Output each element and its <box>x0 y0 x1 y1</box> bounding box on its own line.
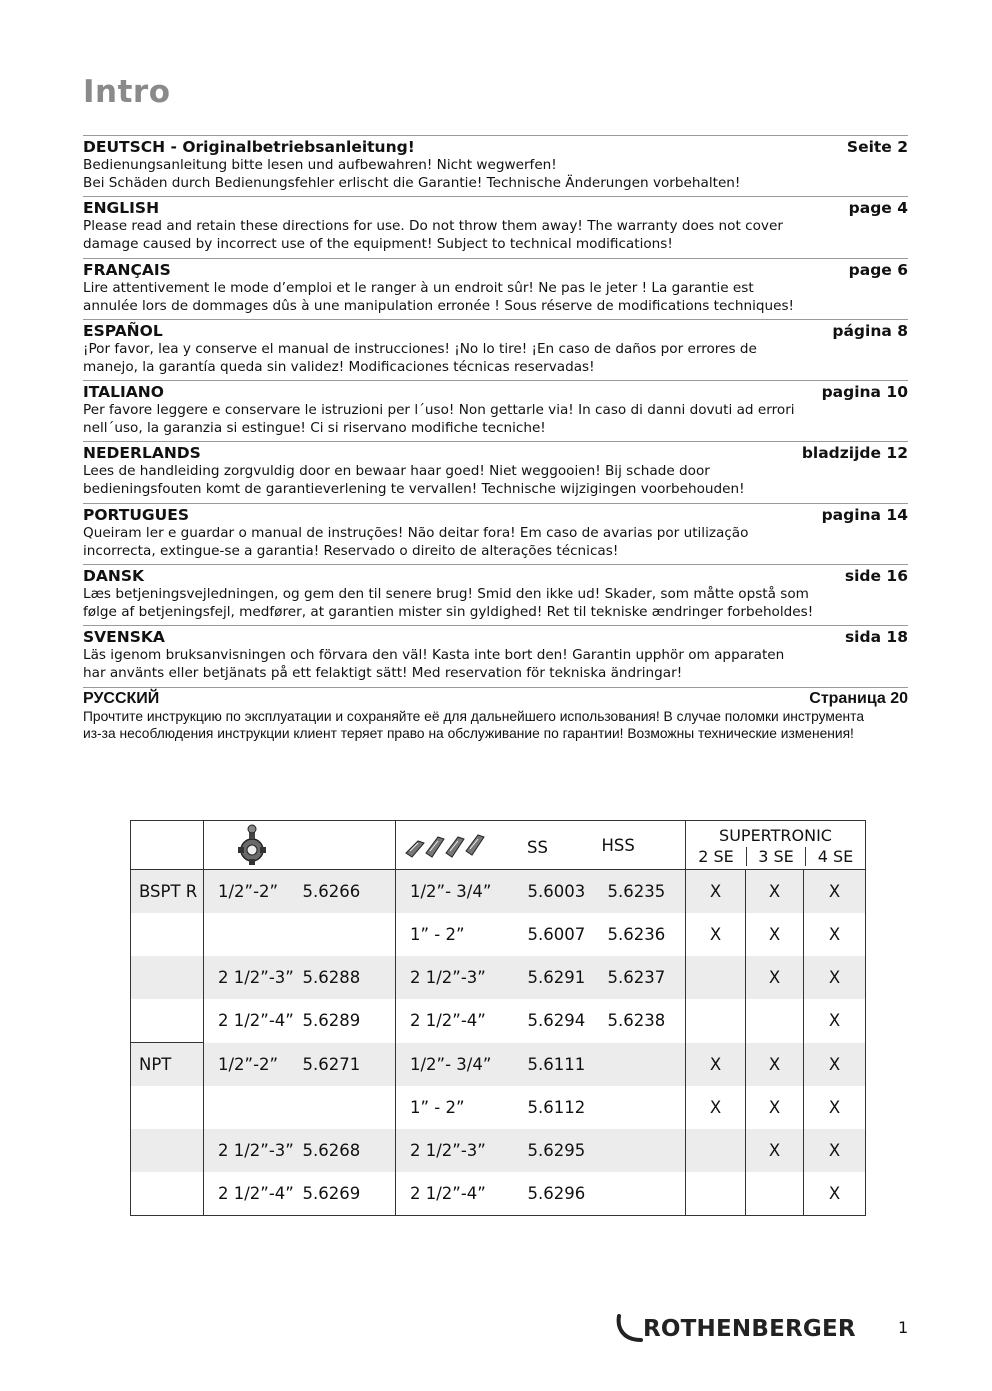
supertronic-2se-cell: X <box>686 1086 746 1129</box>
die-size-cell: 1” - 2” <box>396 1086 514 1129</box>
supertronic-3se-cell: X <box>746 913 804 956</box>
language-page-ref: pagina 10 <box>821 383 908 402</box>
ss-code-cell: 5.6295 <box>514 1129 600 1172</box>
supertronic-2se-cell: X <box>686 1043 746 1087</box>
diehead-size-cell <box>204 1086 303 1129</box>
language-index <box>83 135 908 748</box>
language-section <box>83 441 908 502</box>
language-notice: Queiram ler e guardar o manual de instruções! Não deitar fora! Em caso de avarias por utilização incorrecta, extingue-se a garantia! Reservado o direito de alterações técnicas! <box>83 524 749 559</box>
language-page-ref: page 4 <box>848 199 908 218</box>
header-4se: 4 SE <box>817 846 854 866</box>
die-size-cell: 1” - 2” <box>396 913 514 956</box>
supertronic-4se-cell: X <box>804 956 866 999</box>
diehead-code-cell: 5.6266 <box>303 870 396 914</box>
language-notice: Läs igenom bruksanvisningen och förvara den väl! Kasta inte bort den! Garantin upphör om apparaten har använts eller betjänats på ett felaktigt sätt! Med reservation för tekniska ändringar! <box>83 647 785 682</box>
supertronic-4se-cell: X <box>804 999 866 1043</box>
table-row <box>131 870 866 914</box>
hss-code-cell <box>600 1086 686 1129</box>
header-hss-cell <box>600 821 686 870</box>
language-section <box>83 380 908 441</box>
compatibility-table <box>130 820 866 1216</box>
logo-swoosh-icon <box>615 1314 643 1344</box>
die-size-cell: 1/2”- 3/4” <box>396 1043 514 1087</box>
diehead-size-cell: 2 1/2”-4” <box>204 1172 303 1216</box>
ss-code-cell: 5.6294 <box>527 1011 586 1031</box>
header-empty-cell <box>131 821 204 870</box>
table-row <box>131 1086 866 1129</box>
language-name: DEUTSCH - Originalbetriebsanleitung! <box>83 138 415 156</box>
rothenberger-logo <box>615 1314 856 1344</box>
language-notice: Please read and retain these directions for use. Do not throw them away! The warranty does not cover damage caused by incorrect use of the equipment! Subject to technical modifications! <box>83 218 783 253</box>
thread-dies-icon <box>404 827 486 863</box>
supertronic-3se-cell: X <box>746 1129 804 1172</box>
ss-code-cell: 5.6296 <box>514 1172 600 1216</box>
language-page-ref: bladzijde 12 <box>801 444 908 463</box>
language-notice: Per favore leggere e conservare le istruzioni per l´uso! Non gettarle via! In caso di danni dovuti ad errori nell´uso, la garanzia si estingue! Ci si riservano modifiche tecniche! <box>83 402 795 437</box>
language-notice: Lees de handleiding zorgvuldig door en bewaar haar goed! Niet weggooien! Bij schade door bedieningsfouten komt de garantieverlening te vervallen! Technische wijzigingen voorbehouden! <box>83 463 745 498</box>
language-notice: Lire attentivement le mode d’emploi et le ranger à un endroit sûr! Ne pas le jeter ! La garantie est annulée lors de dommages dûs à une manipulation erronée ! Sous réserve de modifications techniques! <box>83 279 794 314</box>
header-dies-cell <box>396 821 600 870</box>
supertronic-3se-cell <box>746 1172 804 1216</box>
die-size-cell: 2 1/2”-4” <box>396 999 514 1043</box>
supertronic-3se-cell: X <box>746 1043 804 1087</box>
thread-type-cell: BSPT R <box>131 870 204 914</box>
header-2se: 2 SE <box>686 847 747 866</box>
language-page-ref: side 16 <box>844 567 908 586</box>
language-section <box>83 258 908 319</box>
language-name: PORTUGUES <box>83 505 189 524</box>
language-page-ref: Seite 2 <box>846 138 908 156</box>
supertronic-3se-cell: X <box>746 1086 804 1129</box>
supertronic-2se-cell <box>686 999 746 1043</box>
die-head-icon <box>232 823 272 867</box>
hss-code-cell: 5.6235 <box>600 870 686 914</box>
language-name: FRANÇAIS <box>83 260 171 279</box>
language-name: DANSK <box>83 567 145 586</box>
header-supertronic: SUPERTRONIC <box>719 825 832 845</box>
diehead-size-cell: 2 1/2”-4” <box>218 1011 294 1031</box>
hss-code-cell <box>600 1129 686 1172</box>
language-notice: Bedienungsanleitung bitte lesen und aufbewahren! Nicht wegwerfen! Bei Schäden durch Bedienungsfehler erlischt die Garantie! Technische Änderungen vorbehalten! <box>83 157 741 191</box>
hss-code-cell: 5.6236 <box>607 925 666 944</box>
table-row <box>131 956 866 999</box>
hss-code-cell <box>600 1043 686 1087</box>
language-section <box>83 135 908 196</box>
hss-code-cell: 5.6237 <box>600 956 686 999</box>
language-notice: ¡Por favor, lea y conserve el manual de instrucciones! ¡No lo tire! ¡En caso de daños por errores de manejo, la garantía queda sin validez! Modificaciones técnicas reservadas! <box>83 340 757 375</box>
ss-code-cell: 5.6111 <box>514 1043 600 1087</box>
diehead-code-cell <box>303 913 396 956</box>
language-section <box>83 687 908 748</box>
language-section <box>83 564 908 625</box>
diehead-size-cell: 1/2”-2” <box>204 1043 303 1087</box>
supertronic-3se-cell: X <box>746 870 804 914</box>
ss-code-cell: 5.6007 <box>527 925 586 944</box>
language-notice: Прочтите инструкцию по эксплуатации и сохраняйте её для дальнейшего использования! В случае поломки инструмента из-за несоблюдения инструкции клиент теряет право на обслуживание по гарантии! Возможны технические изменения! <box>83 708 864 741</box>
language-name: ENGLISH <box>83 199 160 218</box>
supertronic-2se-cell: X <box>686 913 746 956</box>
die-size-cell: 2 1/2”-4” <box>396 1172 514 1216</box>
diehead-code-cell <box>303 1086 396 1129</box>
ss-code-cell: 5.6112 <box>527 1098 586 1117</box>
diehead-size-cell: 1/2”-2” <box>204 870 303 914</box>
supertronic-4se-cell: X <box>804 1172 866 1216</box>
language-section <box>83 196 908 257</box>
thread-type-cell <box>131 913 204 956</box>
header-3se: 3 SE <box>747 847 806 866</box>
table-row <box>131 913 866 956</box>
language-page-ref: sida 18 <box>844 628 908 647</box>
diehead-size-cell <box>204 913 303 956</box>
supertronic-4se-cell: X <box>804 1129 866 1172</box>
thread-type-cell <box>131 956 204 999</box>
diehead-code-cell: 5.6289 <box>302 1011 361 1031</box>
language-name: ITALIANO <box>83 383 164 402</box>
header-supertronic-cell <box>686 821 866 870</box>
diehead-code-cell: 5.6271 <box>303 1043 396 1087</box>
ss-code-cell: 5.6003 <box>514 870 600 914</box>
die-size-cell: 2 1/2”-3” <box>396 1129 514 1172</box>
table-row <box>131 1129 866 1172</box>
language-section <box>83 625 908 686</box>
supertronic-2se-cell <box>686 956 746 999</box>
supertronic-4se-cell: X <box>804 1043 866 1087</box>
table-row <box>131 1172 866 1216</box>
page-number: 1 <box>898 1318 909 1337</box>
supertronic-2se-cell <box>686 1129 746 1172</box>
table-row <box>131 1043 866 1087</box>
header-diehead-cell <box>204 821 396 870</box>
language-name: NEDERLANDS <box>83 444 201 463</box>
die-size-cell: 1/2”- 3/4” <box>396 870 514 914</box>
diehead-size-cell: 2 1/2”-3” <box>204 956 303 999</box>
hss-code-cell: 5.6238 <box>607 1011 666 1031</box>
header-ss: SS <box>527 838 548 857</box>
hss-code-cell <box>600 1172 686 1216</box>
language-page-ref: página 8 <box>832 321 908 340</box>
language-name: SVENSKA <box>83 628 165 647</box>
diehead-size-cell: 2 1/2”-3” <box>204 1129 303 1172</box>
supertronic-2se-cell: X <box>686 870 746 914</box>
thread-type-cell <box>131 1172 204 1216</box>
brand-name: ROTHENBERGER <box>643 1316 856 1342</box>
language-name: ESPAÑOL <box>83 321 163 340</box>
language-name: РУССКИЙ <box>83 689 160 707</box>
supertronic-4se-cell: X <box>804 870 866 914</box>
thread-type-cell <box>131 999 204 1043</box>
diehead-code-cell: 5.6288 <box>303 956 396 999</box>
die-size-cell: 2 1/2”-3” <box>396 956 514 999</box>
page-title: Intro <box>83 74 171 110</box>
language-section <box>83 319 908 380</box>
supertronic-3se-cell <box>746 999 804 1043</box>
supertronic-4se-cell: X <box>804 1086 866 1129</box>
thread-type-cell <box>131 1086 204 1129</box>
diehead-code-cell: 5.6269 <box>303 1172 396 1216</box>
thread-type-cell: NPT <box>131 1043 204 1087</box>
thread-type-cell <box>131 1129 204 1172</box>
language-page-ref: Страница 20 <box>809 689 908 707</box>
table-row <box>131 999 866 1043</box>
header-hss: HSS <box>601 835 635 855</box>
supertronic-4se-cell: X <box>804 913 866 956</box>
language-section <box>83 503 908 564</box>
supertronic-3se-cell: X <box>746 956 804 999</box>
supertronic-2se-cell <box>686 1172 746 1216</box>
ss-code-cell: 5.6291 <box>514 956 600 999</box>
language-notice: Læs betjeningsvejledningen, og gem den til senere brug! Smid den ikke ud! Skader, som måtte opstå som følge af betjeningsfejl, medfører, at garantien mister sin gyldighed! Ret til tekniske ændringer forbeholdes! <box>83 586 814 621</box>
language-page-ref: page 6 <box>848 260 908 279</box>
language-page-ref: pagina 14 <box>821 505 908 524</box>
diehead-code-cell: 5.6268 <box>303 1129 396 1172</box>
